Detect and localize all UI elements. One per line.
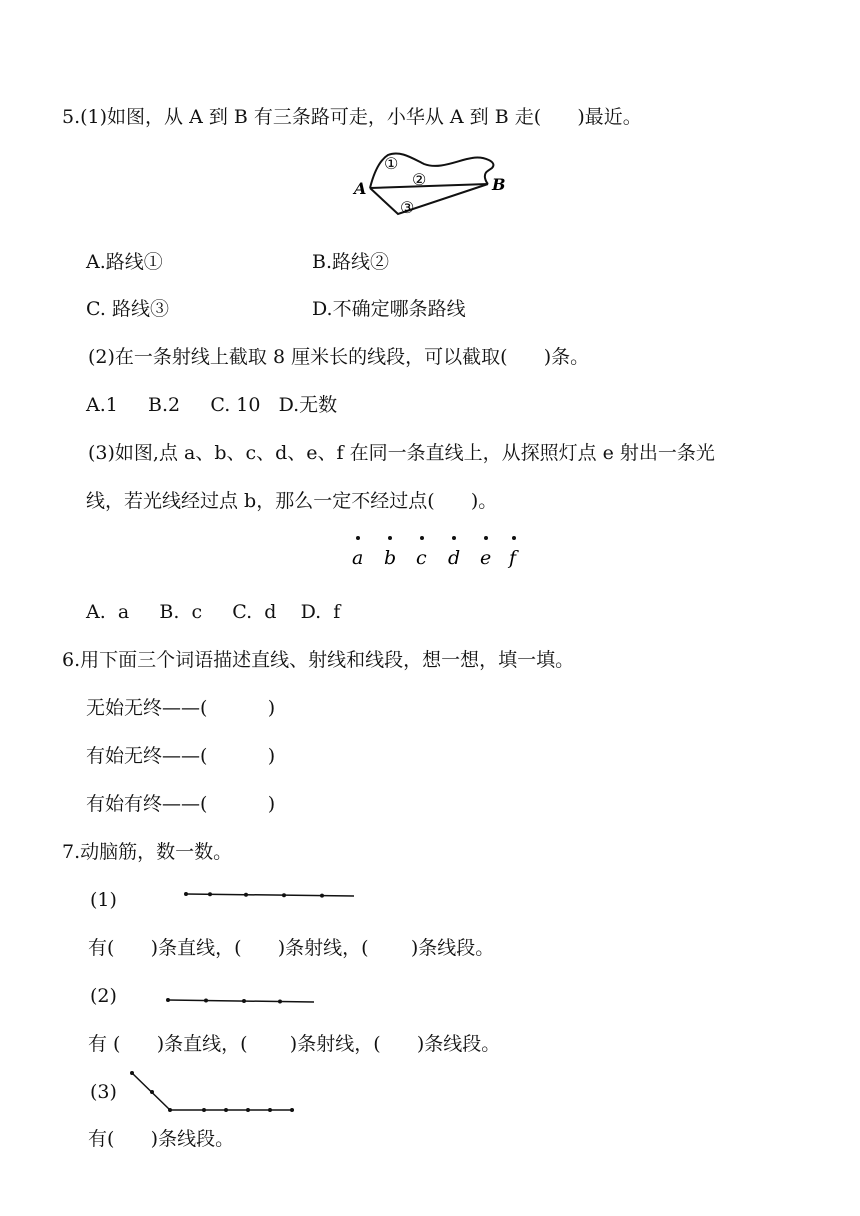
point-d-dot	[452, 536, 456, 540]
point-c-dot	[420, 536, 424, 540]
q5-part3-text-line2: 线，若光线经过点 b，那么一定不经过点( )。	[86, 490, 498, 512]
q7-part2-answer: 有 ( )条直线，( )条射线，( )条线段。	[88, 1033, 501, 1055]
q6-row-3: 有始有终——( )	[86, 793, 276, 815]
point-b-text: b	[384, 547, 397, 569]
q5-part3-text-line1: (3)如图,点 a、b、c、d、e、f 在同一条直线上，从探照灯点 e 射出一条光	[88, 442, 715, 464]
point-f-text: f	[509, 547, 517, 569]
point-a-text: a	[352, 547, 364, 569]
route-3-label: ③	[400, 198, 415, 217]
q7-title: 7.动脑筋，数一数。	[62, 841, 233, 863]
q6-row-2: 有始无终——( )	[86, 745, 276, 767]
q5-part3-options: A. a B. c C. d D. f	[86, 601, 341, 623]
q7-part3-label: (3)	[90, 1081, 117, 1103]
point-a-label: A	[354, 179, 367, 198]
line-figure-1	[182, 888, 358, 902]
route-figure	[350, 148, 510, 220]
q7-part2-label: (2)	[90, 985, 117, 1007]
line-figure-2	[164, 994, 318, 1008]
route-1-label: ①	[384, 154, 399, 173]
point-b-dot	[388, 536, 392, 540]
point-a-dot	[356, 536, 360, 540]
q5-part1-text: 5.(1)如图，从 A 到 B 有三条路可走，小华从 A 到 B 走( )最近。	[62, 106, 642, 128]
point-e-text: e	[480, 547, 492, 569]
point-e-dot	[484, 536, 488, 540]
q5-part2-options: A.1 B.2 C. 10 D.无数	[86, 394, 338, 416]
point-f-dot	[512, 536, 516, 540]
point-d-text: d	[448, 547, 461, 569]
q5-option-c: C. 路线③	[86, 298, 169, 320]
point-c-text: c	[416, 547, 427, 569]
line-figure-3	[126, 1068, 298, 1118]
points-figure	[340, 532, 530, 572]
q5-option-b: B.路线②	[312, 251, 390, 273]
q6-title: 6.用下面三个词语描述直线、射线和线段，想一想，填一填。	[62, 649, 575, 671]
q7-part1-answer: 有( )条直线，( )条射线，( )条线段。	[88, 937, 495, 959]
q5-part2-text: (2)在一条射线上截取 8 厘米长的线段，可以截取( )条。	[88, 346, 590, 368]
q7-part3-answer: 有( )条线段。	[88, 1128, 235, 1150]
route-2-label: ②	[412, 170, 427, 189]
q5-option-a: A.路线①	[86, 251, 163, 273]
route-3-path	[370, 184, 488, 214]
point-b-label: B	[492, 175, 506, 194]
q7-part1-label: (1)	[90, 889, 117, 911]
q5-option-d: D.不确定哪条路线	[312, 298, 466, 320]
route-2-path	[370, 184, 488, 188]
q6-row-1: 无始无终——( )	[86, 697, 276, 719]
